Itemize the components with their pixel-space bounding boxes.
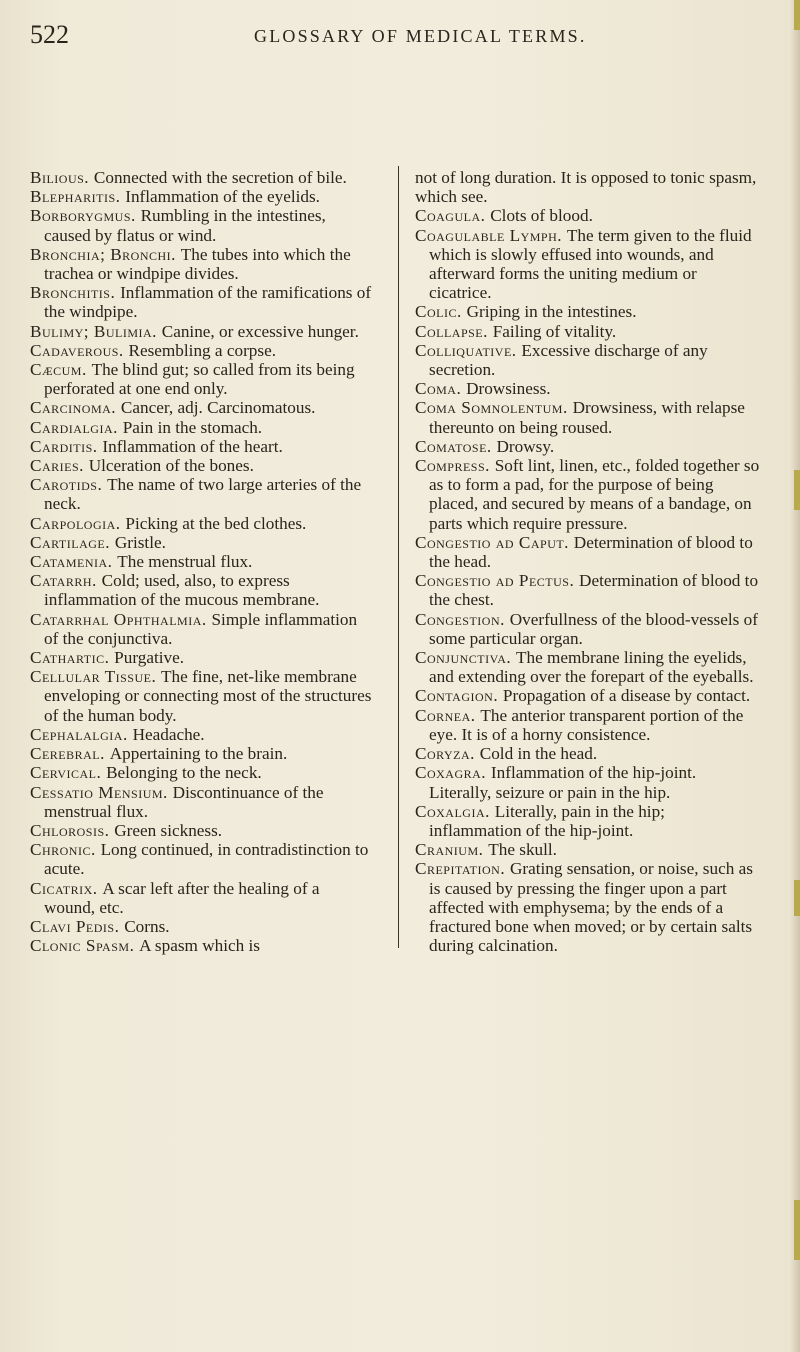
glossary-term: Cæcum. bbox=[30, 360, 87, 380]
glossary-term: Clonic Spasm. bbox=[30, 936, 135, 956]
glossary-definition: Ulceration of the bones. bbox=[88, 456, 254, 476]
glossary-entry bbox=[415, 206, 760, 225]
glossary-term: Bilious. bbox=[30, 168, 90, 187]
glossary-entry bbox=[30, 783, 372, 821]
glossary-term: Coryza. bbox=[415, 744, 475, 764]
edge-stain bbox=[794, 0, 800, 30]
glossary-definition: Corns. bbox=[124, 916, 170, 936]
glossary-term: Caries. bbox=[30, 456, 84, 476]
glossary-definition: Literally, pain in the hip; inflammation of the hip-joint. bbox=[429, 801, 665, 840]
glossary-term: Cellular Tissue. bbox=[30, 667, 157, 687]
glossary-entry bbox=[30, 283, 372, 321]
glossary-entry bbox=[415, 456, 760, 533]
glossary-entry bbox=[30, 571, 372, 609]
glossary-term: Cartilage. bbox=[30, 532, 111, 552]
glossary-definition: Inflammation of the heart. bbox=[102, 436, 283, 456]
glossary-entry bbox=[30, 456, 372, 475]
glossary-entry bbox=[415, 168, 760, 206]
glossary-definition: The term given to the fluid which is slowly effused into wounds, and afterward forms the uniting medium or cicatrice. bbox=[429, 225, 752, 303]
glossary-term: Conjunctiva. bbox=[415, 648, 512, 668]
glossary-term: Coagulable Lymph. bbox=[415, 225, 563, 245]
glossary-term: Catamenia. bbox=[30, 552, 113, 572]
glossary-entry bbox=[415, 379, 760, 398]
glossary-entry bbox=[415, 226, 760, 303]
glossary-term: Compress. bbox=[415, 456, 490, 476]
glossary-term: Chlorosis. bbox=[30, 820, 110, 840]
glossary-definition: Excessive discharge of any secretion. bbox=[429, 340, 708, 380]
glossary-entry bbox=[415, 322, 760, 341]
glossary-entry bbox=[30, 206, 372, 244]
glossary-definition: Propagation of a disease by contact. bbox=[502, 686, 751, 706]
glossary-definition: Headache. bbox=[132, 724, 205, 744]
glossary-term: Cardialgia. bbox=[30, 417, 118, 437]
glossary-term: Cadaverous. bbox=[30, 340, 124, 360]
glossary-entry bbox=[30, 360, 372, 398]
glossary-entry bbox=[30, 936, 372, 955]
glossary-term: Blepharitis. bbox=[30, 187, 121, 207]
glossary-term: Cicatrix. bbox=[30, 878, 98, 898]
glossary-term: Cessatio Mensium. bbox=[30, 782, 168, 802]
glossary-entry bbox=[415, 763, 760, 801]
glossary-definition: Drowsiness. bbox=[466, 379, 551, 399]
glossary-entry bbox=[30, 879, 372, 917]
glossary-entry bbox=[30, 514, 372, 533]
page-header bbox=[30, 20, 770, 60]
glossary-definition: A spasm which is bbox=[139, 936, 260, 956]
glossary-entry bbox=[30, 610, 372, 648]
glossary-definition: Drowsy. bbox=[496, 436, 555, 456]
glossary-entry bbox=[30, 917, 372, 936]
glossary-definition: The anterior transparent portion of the eye. It is of a horny consistence. bbox=[429, 705, 744, 744]
glossary-term: Cerebral. bbox=[30, 744, 105, 764]
glossary-definition: Simple inflammation of the conjunctiva. bbox=[44, 609, 358, 648]
glossary-term: Coagula. bbox=[415, 206, 486, 226]
glossary-definition: Overfullness of the blood-vessels of some particular organ. bbox=[429, 609, 758, 648]
glossary-term: Comatose. bbox=[415, 436, 492, 456]
glossary-entry bbox=[415, 859, 760, 955]
glossary-term: Coma Somnolentum. bbox=[415, 398, 568, 418]
glossary-definition: Appertaining to the brain. bbox=[109, 744, 288, 764]
glossary-definition: Connected with the secretion of bile. bbox=[93, 168, 347, 187]
glossary-definition: Drowsiness, with relapse thereunto on being roused. bbox=[429, 398, 745, 437]
glossary-entry bbox=[30, 187, 372, 206]
glossary-term: Carotids. bbox=[30, 475, 103, 495]
glossary-term: Clavi Pedis. bbox=[30, 916, 120, 936]
glossary-definition: The name of two large arteries of the neck. bbox=[44, 475, 362, 514]
glossary-definition: Cold; used, also, to express inflammation of the mucous membrane. bbox=[44, 571, 320, 610]
glossary-term: Cephalalgia. bbox=[30, 724, 128, 744]
glossary-definition: The membrane lining the eyelids, and extending over the forepart of the eyeballs. bbox=[429, 648, 754, 687]
glossary-entry bbox=[30, 398, 372, 417]
glossary-entry bbox=[30, 552, 372, 571]
glossary-definition: The skull. bbox=[488, 840, 557, 860]
glossary-entry bbox=[415, 533, 760, 571]
glossary-entry bbox=[30, 744, 372, 763]
glossary-definition: Canine, or excessive hunger. bbox=[161, 321, 359, 341]
page-number: 522 bbox=[30, 20, 69, 49]
glossary-entry bbox=[30, 322, 372, 341]
glossary-definition: The blind gut; so called from its being perforated at one end only. bbox=[44, 360, 355, 399]
column-divider bbox=[398, 166, 399, 948]
glossary-term: Congestion. bbox=[415, 609, 505, 629]
glossary-entry bbox=[30, 533, 372, 552]
glossary-definition: not of long duration. It is opposed to tonic spasm, which see. bbox=[415, 168, 757, 207]
glossary-definition: Clots of blood. bbox=[490, 206, 593, 226]
glossary-definition: Pain in the stomach. bbox=[122, 417, 263, 437]
glossary-definition: Inflammation of the hip-joint. Literally, seizure or pain in the hip. bbox=[429, 763, 697, 802]
glossary-term: Cranium. bbox=[415, 840, 484, 860]
glossary-entry bbox=[415, 706, 760, 744]
glossary-entry bbox=[30, 341, 372, 360]
glossary-definition: Long continued, in contradistinction to acute. bbox=[44, 840, 369, 879]
glossary-term: Borborygmus. bbox=[30, 206, 136, 226]
left-column bbox=[30, 168, 372, 955]
glossary-definition: Purgative. bbox=[114, 648, 185, 668]
glossary-term: Carpologia. bbox=[30, 513, 121, 533]
glossary-entry bbox=[30, 418, 372, 437]
glossary-definition: The fine, net-like membrane enveloping or connecting most of the structures of the human body. bbox=[44, 667, 372, 725]
glossary-entry bbox=[30, 475, 372, 513]
glossary-term: Bronchia; Bronchi. bbox=[30, 244, 176, 264]
glossary-term: Catarrhal Ophthalmia. bbox=[30, 609, 207, 629]
glossary-definition: Failing of vitality. bbox=[492, 321, 617, 341]
glossary-definition: Gristle. bbox=[114, 532, 166, 552]
glossary-definition: Cancer, adj. Carcinomatous. bbox=[120, 398, 316, 418]
glossary-definition: Picking at the bed clothes. bbox=[125, 513, 307, 533]
glossary-definition: Soft lint, linen, etc., folded together so as to form a pad, for the purpose of being placed, and secured by means of a bandage, on parts which require pressure. bbox=[429, 456, 760, 533]
glossary-entry bbox=[30, 245, 372, 283]
glossary-definition: Belonging to the neck. bbox=[106, 763, 262, 783]
edge-stain bbox=[794, 470, 800, 510]
glossary-entry bbox=[415, 302, 760, 321]
glossary-term: Coxalgia. bbox=[415, 801, 490, 821]
glossary-entry bbox=[30, 840, 372, 878]
glossary-entry bbox=[415, 686, 760, 705]
glossary-definition: Rumbling in the intestines, caused by flatus or wind. bbox=[44, 206, 326, 245]
glossary-term: Cervical. bbox=[30, 763, 102, 783]
glossary-entry bbox=[30, 667, 372, 725]
glossary-entry bbox=[30, 821, 372, 840]
glossary-entry bbox=[30, 763, 372, 782]
glossary-definition: The menstrual flux. bbox=[117, 552, 253, 572]
glossary-entry bbox=[415, 610, 760, 648]
glossary-entry bbox=[415, 341, 760, 379]
glossary-term: Collapse. bbox=[415, 321, 488, 341]
glossary-term: Carditis. bbox=[30, 436, 98, 456]
running-title: GLOSSARY OF MEDICAL TERMS. bbox=[254, 26, 587, 46]
glossary-entry bbox=[415, 398, 760, 436]
glossary-definition: The tubes into which the trachea or windpipe divides. bbox=[44, 244, 351, 284]
glossary-term: Congestio ad Caput. bbox=[415, 532, 569, 552]
glossary-term: Coma. bbox=[415, 379, 462, 399]
glossary-definition: Discontinuance of the menstrual flux. bbox=[44, 782, 324, 821]
glossary-term: Colic. bbox=[415, 302, 462, 322]
glossary-term: Cornea. bbox=[415, 705, 476, 725]
glossary-definition: Green sickness. bbox=[114, 820, 223, 840]
glossary-definition: Cold in the head. bbox=[479, 744, 598, 764]
edge-stain bbox=[794, 1200, 800, 1260]
glossary-entry bbox=[415, 802, 760, 840]
glossary-definition: Resembling a corpse. bbox=[128, 340, 277, 360]
glossary-term: Cathartic. bbox=[30, 648, 110, 668]
glossary-term: Coxagra. bbox=[415, 763, 487, 783]
glossary-term: Carcinoma. bbox=[30, 398, 117, 418]
glossary-entry bbox=[30, 168, 372, 187]
glossary-definition: Determination of blood to the chest. bbox=[429, 571, 759, 610]
glossary-entry bbox=[415, 744, 760, 763]
glossary-entry bbox=[415, 571, 760, 609]
glossary-entry bbox=[415, 648, 760, 686]
glossary-term: Crepitation. bbox=[415, 859, 506, 879]
glossary-term: Chronic. bbox=[30, 840, 96, 860]
glossary-term: Bronchitis. bbox=[30, 283, 116, 303]
glossary-term: Catarrh. bbox=[30, 571, 97, 591]
glossary-entry bbox=[30, 437, 372, 456]
page-edge-shadow bbox=[790, 0, 800, 1352]
edge-stain bbox=[794, 880, 800, 916]
glossary-term: Congestio ad Pectus. bbox=[415, 571, 575, 591]
glossary-definition: Inflammation of the ramifications of the windpipe. bbox=[44, 283, 372, 322]
glossary-definition: Determination of blood to the head. bbox=[429, 532, 753, 572]
glossary-definition: Griping in the intestines. bbox=[466, 302, 637, 322]
glossary-term: Colliquative. bbox=[415, 340, 517, 360]
glossary-entry bbox=[30, 725, 372, 744]
glossary-term: Bulimy; Bulimia. bbox=[30, 321, 157, 341]
right-column bbox=[415, 168, 760, 955]
glossary-definition: A scar left after the healing of a wound, etc. bbox=[44, 878, 320, 917]
glossary-entry bbox=[415, 437, 760, 456]
glossary-definition: Inflammation of the eyelids. bbox=[125, 187, 320, 207]
glossary-entry bbox=[30, 648, 372, 667]
glossary-definition: Grating sensation, or noise, such as is caused by pressing the finger upon a part affected with emphysema; by the ends of a fractured bone when moved; or by certain salts during calcination. bbox=[429, 859, 753, 956]
glossary-term: Contagion. bbox=[415, 686, 499, 706]
glossary-entry bbox=[415, 840, 760, 859]
